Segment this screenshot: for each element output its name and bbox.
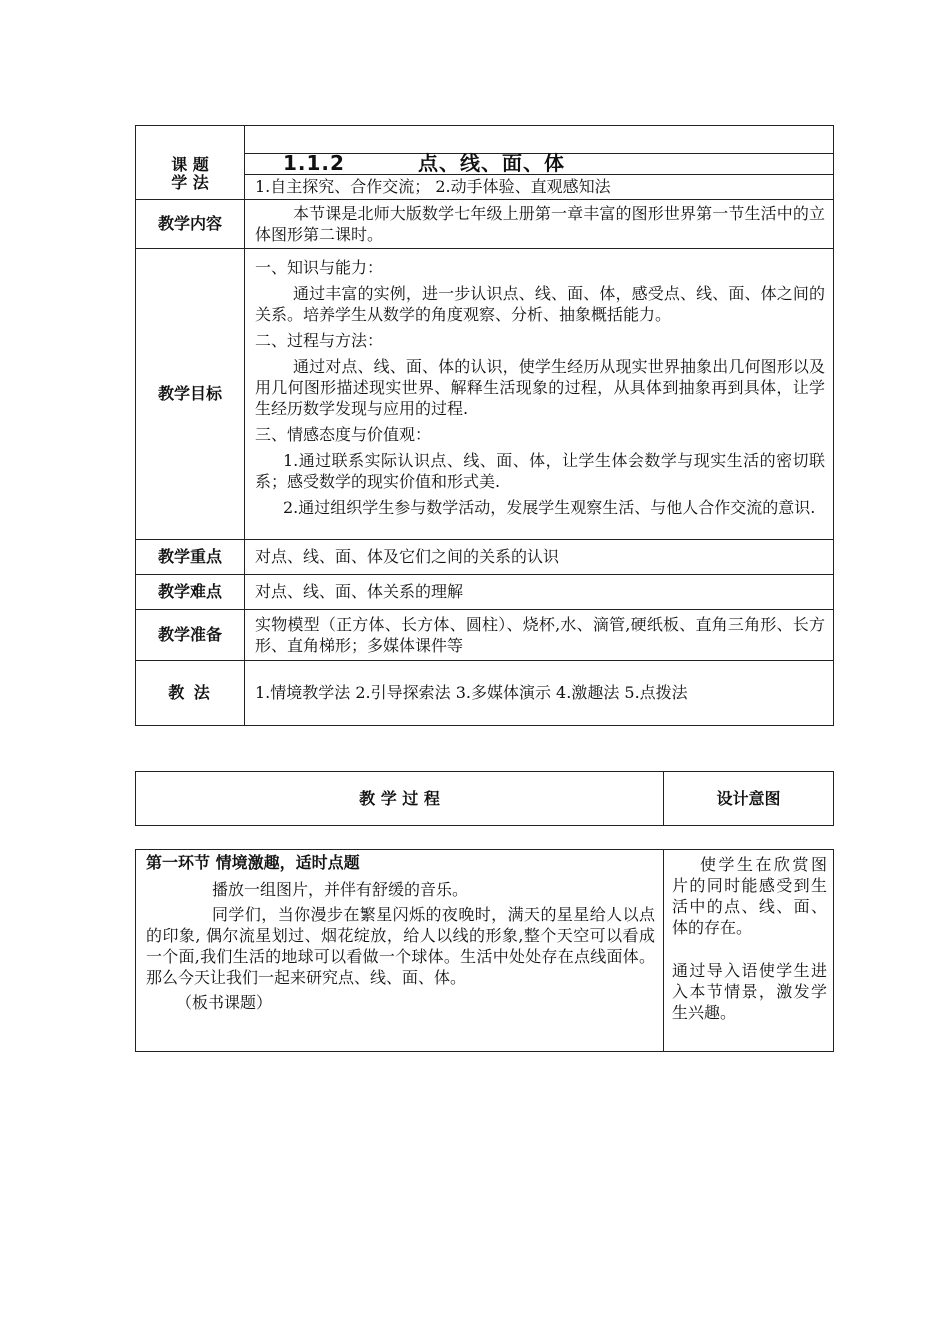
goals-cell xyxy=(245,248,834,539)
goals-label: 教学目标 xyxy=(136,248,245,539)
goals-heading-3: 三、情感态度与价值观： xyxy=(255,424,432,444)
intent-paragraph-1: 使学生在欣赏图片的同时能感受到生活中的点、线、面、体的存在。 xyxy=(672,855,827,937)
intent-paragraph-2: 通过导入语使学生进入本节情景，激发学生兴趣。 xyxy=(672,961,827,1022)
key-point-label: 教学重点 xyxy=(136,539,245,574)
goals-paragraph-3: 1.通过联系实际认识点、线、面、体，让学生体会数学与现实生活的密切联系；感受数学的现实价值和形式美. xyxy=(255,450,825,491)
method-label: 学 法 xyxy=(136,174,245,199)
lesson-info-table xyxy=(135,125,834,726)
teaching-method-value: 1.情境教学法 2.引导探索法 3.多媒体演示 4.激趣法 5.点拨法 xyxy=(245,660,834,725)
section-one-content xyxy=(136,850,664,1052)
empty-top-cell xyxy=(245,126,834,154)
goals-paragraph-4: 2.通过组织学生参与数学活动，发展学生观察生活、与他人合作交流的意识. xyxy=(283,497,816,517)
goals-heading-2: 二、过程与方法： xyxy=(255,330,384,350)
section-one-heading: 第一环节 情境激趣，适时点题 xyxy=(146,853,360,872)
process-header-left: 教 学 过 程 xyxy=(136,772,664,826)
section-one-paragraph-2: 同学们，当你漫步在繁星闪烁的夜晚时，满天的星星给人以点的印象, 偶尔流星划过、烟花绽放，给人以线的形象,整个天空可以看成一个面,我们生活的地球可以看做一个球体。生活中处处存在点线面体。那么今天让我们一起来研究点、线、面、体。 xyxy=(146,905,655,987)
content-cell xyxy=(245,199,834,248)
section-one-intent xyxy=(664,850,834,1052)
empty-label-cell xyxy=(136,126,245,154)
topic-label: 课 题 xyxy=(136,153,245,174)
process-header-table xyxy=(135,771,834,826)
topic-cell xyxy=(245,150,834,175)
section-one-paragraph-1: 播放一组图片，并伴有舒缓的音乐。 xyxy=(212,880,469,899)
section-one-table xyxy=(135,849,834,1052)
preparation-value: 实物模型（正方体、长方体、圆柱）、烧杯,水、滴管,硬纸板、直角三角形、长方形、直角梯形；多媒体课件等 xyxy=(245,609,834,660)
difficult-point-value: 对点、线、面、体关系的理解 xyxy=(245,574,834,609)
difficult-point-label: 教学难点 xyxy=(136,574,245,609)
topic-number: 1.1.2 xyxy=(283,150,345,175)
goals-paragraph-1: 通过丰富的实例，进一步认识点、线、面、体，感受点、线、面、体之间的关系。培养学生从数学的角度观察、分析、抽象概括能力。 xyxy=(255,283,825,324)
preparation-label: 教学准备 xyxy=(136,609,245,660)
goals-paragraph-2: 通过对点、线、面、体的认识，使学生经历从现实世界抽象出几何图形以及用几何图形描述现实世界、解释生活现象的过程，从具体到抽象再到具体，让学生经历数学发现与应用的过程. xyxy=(255,356,825,418)
method-value: 1.自主探究、合作交流； 2.动手体验、直观感知法 xyxy=(245,174,834,199)
process-header-right: 设计意图 xyxy=(664,772,834,826)
content-label: 教学内容 xyxy=(136,199,245,248)
key-point-value: 对点、线、面、体及它们之间的关系的认识 xyxy=(245,539,834,574)
content-value: 本节课是北师大版数学七年级上册第一章丰富的图形世界第一节生活中的立体图形第二课时。 xyxy=(255,203,825,244)
section-one-paragraph-3: （板书课题） xyxy=(176,993,273,1012)
teaching-method-label: 教 法 xyxy=(136,660,245,725)
topic-title: 点、线、面、体 xyxy=(418,150,566,175)
goals-heading-1: 一、知识与能力： xyxy=(255,257,384,277)
